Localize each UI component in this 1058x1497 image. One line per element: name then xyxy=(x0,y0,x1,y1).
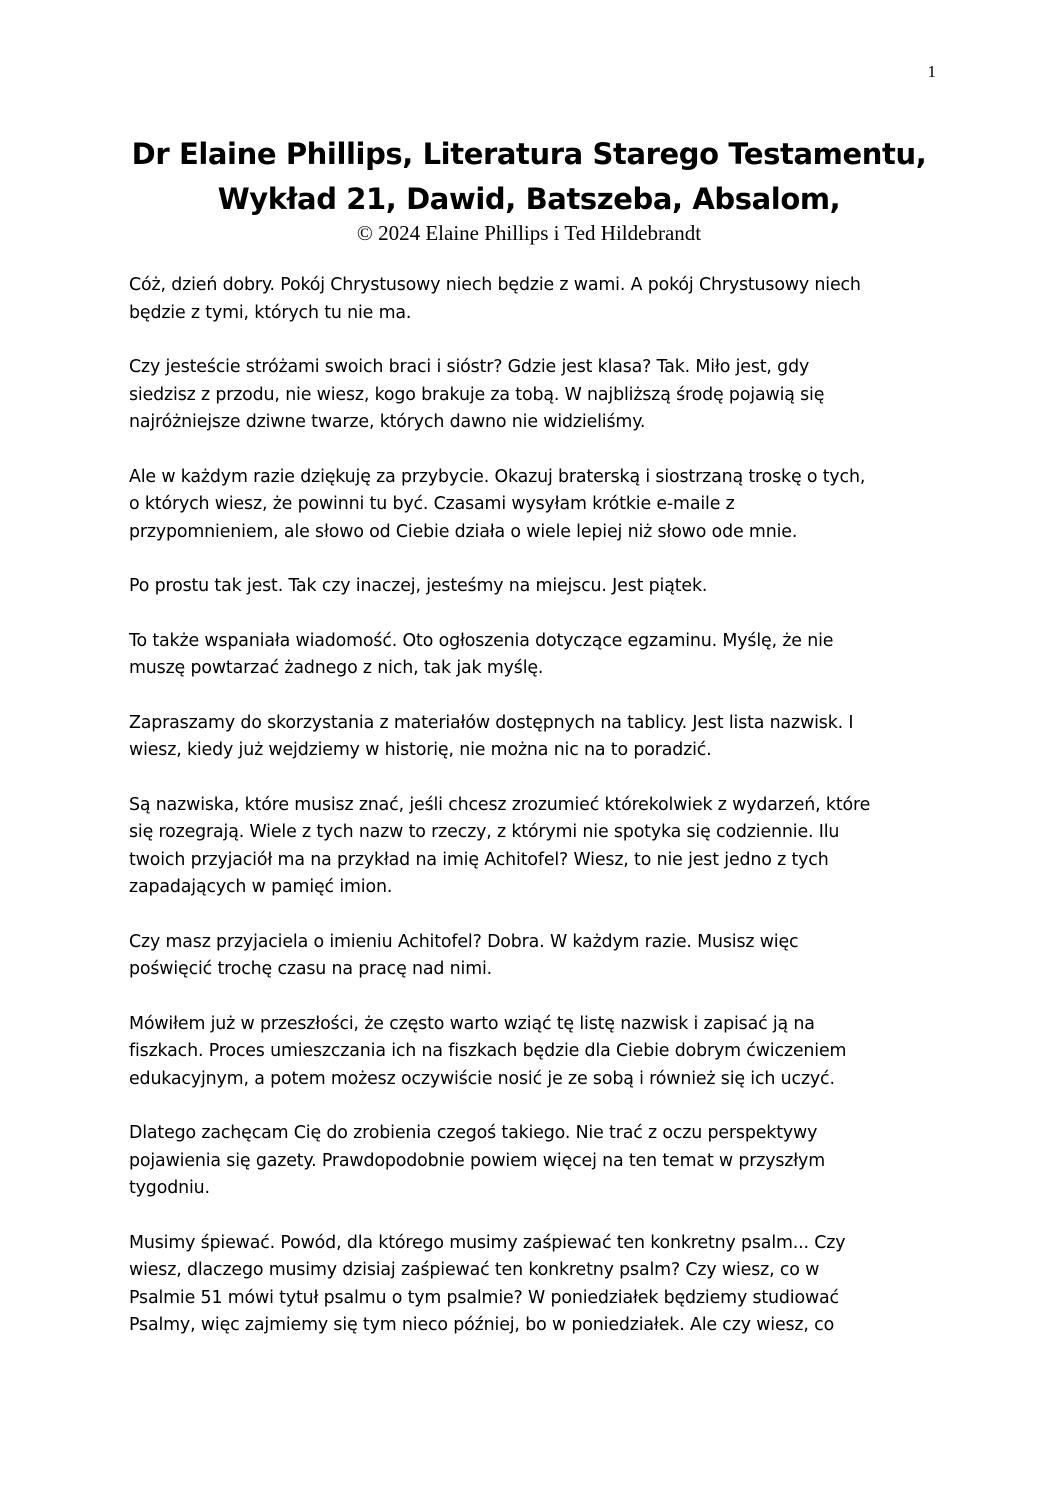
paragraph xyxy=(129,272,939,327)
paragraph-line: wiesz, dlaczego musimy dzisiaj zaśpiewać ten konkretny psalm? Czy wiesz, co w xyxy=(129,1260,820,1280)
paragraph-line: To także wspaniała wiadomość. Oto ogłoszenia dotyczące egzaminu. Myślę, że nie xyxy=(129,630,834,651)
paragraph-line: o których wiesz, że powinni tu być. Czasami wysyłam krótkie e-maile z xyxy=(129,494,735,514)
paragraph-line: twoich przyjaciół ma na przykład na imię Achitofel? Wiesz, to nie jest jedno z tych xyxy=(129,849,829,870)
paragraph-line: Są nazwiska, które musisz znać, jeśli chcesz zrozumieć którekolwiek z wydarzeń, które xyxy=(129,794,871,815)
paragraph-line: pojawienia się gazety. Prawdopodobnie powiem więcej na ten temat w przyszłym xyxy=(129,1150,825,1171)
paragraph-line: Mówiłem już w przeszłości, że często warto wziąć tę listę nazwisk i zapisać ją na xyxy=(129,1013,815,1034)
paragraph-line: zapadających w pamięć imion. xyxy=(129,877,393,897)
title-line-2: Wykład 21, Dawid, Batszeba, Absalom, xyxy=(217,182,841,216)
paragraph xyxy=(129,1230,939,1340)
paragraph-line: będzie z tymi, których tu nie ma. xyxy=(129,302,412,323)
paragraph-line: Po prostu tak jest. Tak czy inaczej, jesteśmy na miejscu. Jest piątek. xyxy=(129,576,708,596)
title-block xyxy=(80,132,978,246)
body-text xyxy=(129,272,939,1367)
paragraph-line: Dlatego zachęcam Cię do zrobienia czegoś takiego. Nie trać z oczu perspektywy xyxy=(129,1123,818,1143)
copyright-notice: © 2024 Elaine Phillips i Ted Hildebrandt xyxy=(356,221,702,245)
paragraph-line: poświęcić trochę czasu na pracę nad nimi. xyxy=(129,959,493,979)
paragraph-line: Psalmy, więc zajmiemy się tym nieco później, bo w poniedziałek. Ale czy wiesz, co xyxy=(129,1315,835,1335)
paragraph-line: Zapraszamy do skorzystania z materiałów dostępnych na tablicy. Jest lista nazwisk. I xyxy=(129,712,854,733)
paragraph-line: tygodniu. xyxy=(129,1178,210,1198)
paragraph-line: przypomnieniem, ale słowo od Ciebie działa o wiele lepiej niż słowo ode mnie. xyxy=(129,521,798,542)
paragraph xyxy=(129,710,939,765)
paragraph-line: Musimy śpiewać. Powód, dla którego musimy zaśpiewać ten konkretny psalm... Czy xyxy=(129,1232,846,1253)
paragraph xyxy=(129,929,939,984)
paragraph-line: edukacyjnym, a potem możesz oczywiście nosić je ze sobą i również się ich uczyć. xyxy=(129,1068,835,1089)
paragraph xyxy=(129,1120,939,1203)
paragraph-line: wiesz, kiedy już wejdziemy w historię, nie można nic na to poradzić. xyxy=(129,740,712,760)
title-line-1: Dr Elaine Phillips, Literatura Starego Testamentu, xyxy=(131,137,927,171)
paragraph-line: Ale w każdym razie dziękuję za przybycie. Okazuj braterską i siostrzaną troskę o tych, xyxy=(129,466,866,487)
page-number: 1 xyxy=(927,62,936,81)
paragraph xyxy=(129,354,939,437)
paragraph-line: najróżniejsze dziwne twarze, których dawno nie widzieliśmy. xyxy=(129,412,646,432)
paragraph xyxy=(129,792,939,902)
paragraph-line: muszę powtarzać żadnego z nich, tak jak myślę. xyxy=(129,658,544,678)
paragraph-line: fiszkach. Proces umieszczania ich na fiszkach będzie dla Ciebie dobrym ćwiczeniem xyxy=(129,1041,847,1061)
paragraph-line: siedzisz z przodu, nie wiesz, kogo brakuje za tobą. W najbliższą środę pojawią się xyxy=(129,384,825,405)
paragraph-line: Czy jesteście stróżami swoich braci i sióstr? Gdzie jest klasa? Tak. Miło jest, gdy xyxy=(129,357,810,377)
paragraph-line: Psalmie 51 mówi tytuł psalmu o tym psalmie? W poniedziałek będziemy studiować xyxy=(129,1287,839,1308)
paragraph-line: się rozegrają. Wiele z tych nazw to rzeczy, z którymi nie spotyka się codziennie. Ilu xyxy=(129,822,840,842)
paragraph-line: Cóż, dzień dobry. Pokój Chrystusowy niech będzie z wami. A pokój Chrystusowy niech xyxy=(129,275,861,295)
paragraph xyxy=(129,464,939,547)
paragraph xyxy=(129,628,939,683)
paragraph-line: Czy masz przyjaciela o imieniu Achitofel? Dobra. W każdym razie. Musisz więc xyxy=(129,931,799,952)
paragraph xyxy=(129,573,939,601)
paragraph xyxy=(129,1011,939,1094)
